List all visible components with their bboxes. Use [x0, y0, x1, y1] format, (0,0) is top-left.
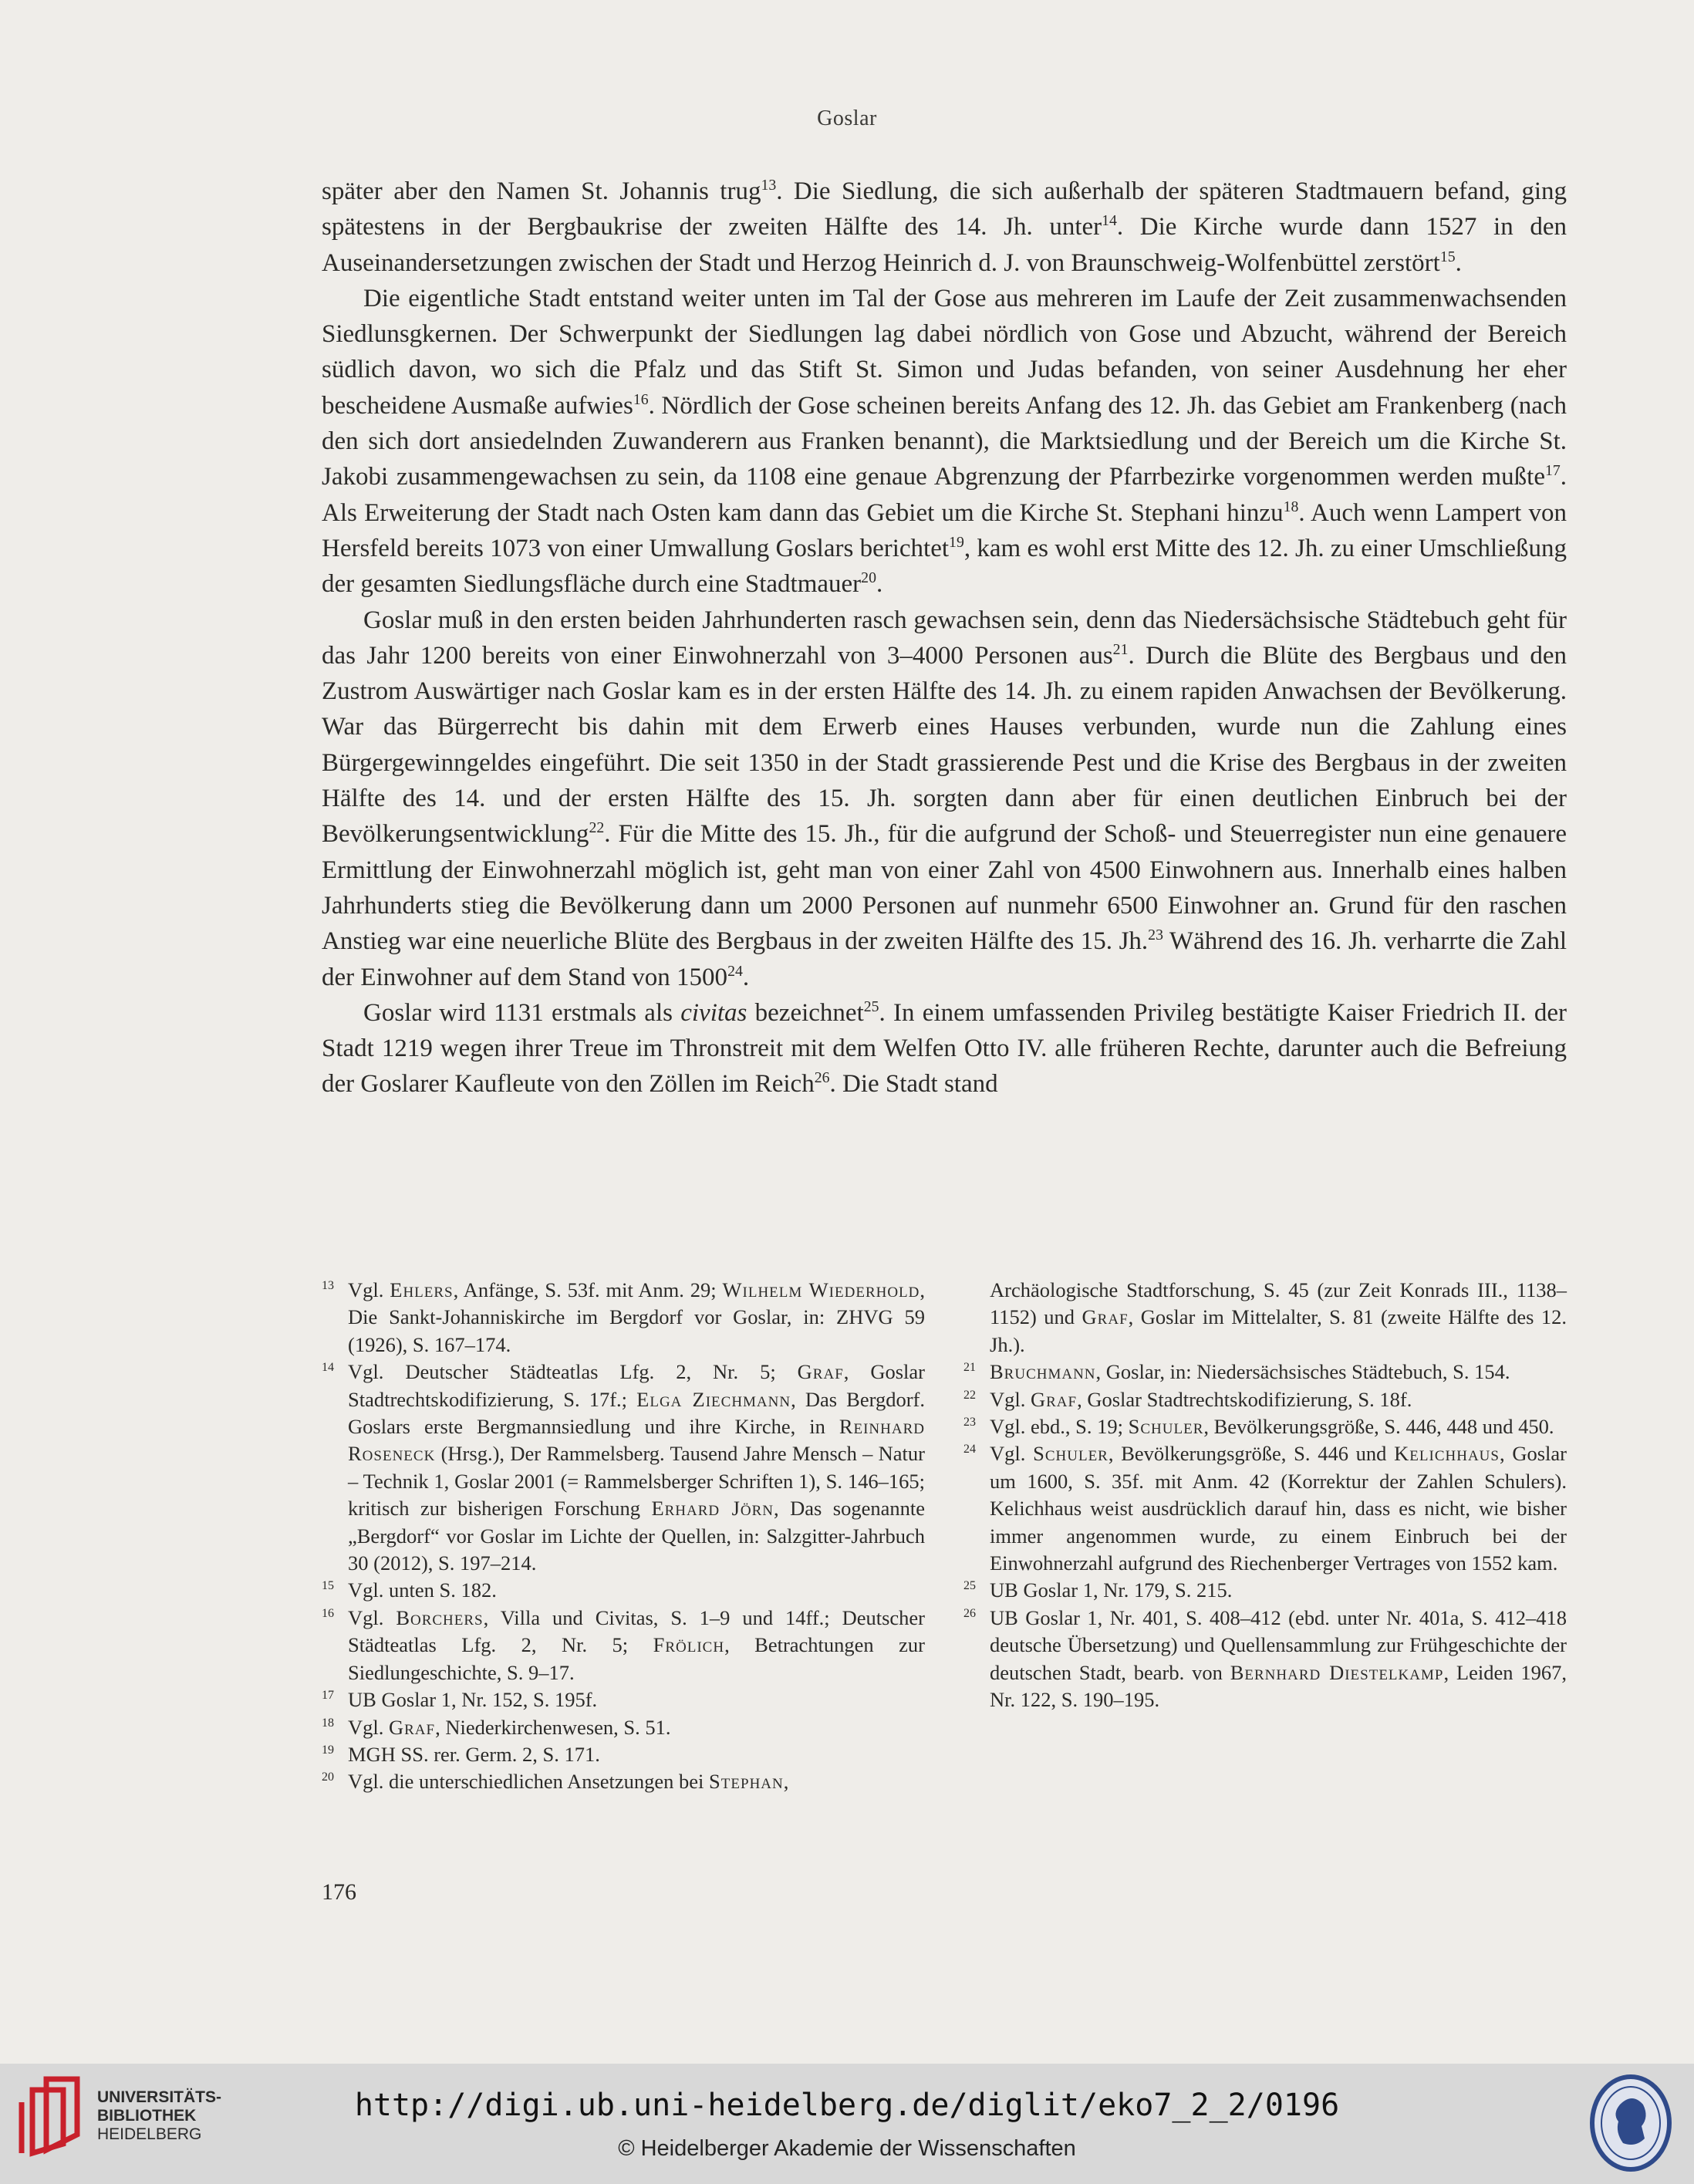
- italic-term: civitas: [680, 998, 747, 1027]
- footnote: [963, 1605, 1567, 1714]
- running-head: Goslar: [817, 106, 877, 130]
- author-name: Wilhelm Wiederhold: [722, 1278, 920, 1301]
- footer-bar: [0, 2064, 1694, 2184]
- footnote-text: Vgl. Deutscher Städteatlas Lfg. 2, Nr. 5; Graf, Goslar Stadtrechtskodifizierung, S. 17f.; Elga Ziechmann, Das Bergdorf. Goslars erste Bergmannsiedlung und ihre Kirche, in Reinhard Roseneck (Hrsg.), Der Rammelsberg. Tausend Jahre Mensch – Natur – Technik 1, Goslar 2001 (= Rammelsberger Schriften 1), S. 146–165; kritisch zur bisherigen Forschung Erhard Jörn, Das sogenannte „Bergdorf“ vor Goslar im Lichte der Quellen, in: Salzgitter-Jahrbuch 30 (2012), S. 197–214.: [348, 1360, 925, 1575]
- footnote-number: [963, 1277, 990, 1359]
- footnote-ref[interactable]: 14: [1102, 212, 1117, 230]
- footnote-number: 15: [322, 1579, 334, 1593]
- footnote-ref[interactable]: 23: [1148, 927, 1163, 944]
- footnote-number: 19: [322, 1743, 334, 1757]
- footnote: [963, 1386, 1567, 1413]
- footnote-text: UB Goslar 1, Nr. 401, S. 408–412 (ebd. unter Nr. 401a, S. 412–418 deutsche Übersetzung) und Quellensammlung zur Frühgeschichte der deutschen Stadt, bearb. von Bernhard Diestelkamp, Leiden 1967, Nr. 122, S. 190–195.: [990, 1605, 1567, 1712]
- author-name: Stephan: [709, 1770, 784, 1794]
- footnote: [322, 1605, 925, 1686]
- body-paragraph: Goslar muß in den ersten beiden Jahrhunderten rasch gewachsen sein, denn das Niedersächsische Städtebuch geht für das Jahr 1200 bereits von einer Einwohnerzahl von 3–4000 Personen aus$^{21}$. Durch die Blüte des Bergbaus und den Zustrom Auswärtiger nach Goslar kam es in der ersten Hälfte des 14. Jh. zu einem rapiden Anwachsen der Bevölkerung. War das Bürgerrecht bis dahin mit dem Erwerb eines Hauses verbunden, wurde nun die Zahlung eines Bürgergewinngeldes eingeführt. Die seit 1350 in der Stadt grassierende Pest und die Krise des Bergbaus in der zweiten Hälfte des 14. und der ersten Hälfte des 15. Jh. sorgten dann aber für einen deutlichen Einbruch bei der Bevölkerungsentwicklung$^{22}$. Für die Mitte des 15. Jh., für die aufgrund der Schoß- und Steuerregister nun eine genauere Ermittlung der Einwohnerzahl möglich ist, geht man von einer Zahl von 4500 Einwohnern aus. Innerhalb eines halben Jahrhunderts stieg die Bevölkerung dann um 2000 Personen auf nunmehr 6500 Einwohner an. Grund für den raschen Anstieg war eine neuerliche Blüte des Bergbaus in der zweiten Hälfte des 15. Jh.$^{23}$ Während des 16. Jh. verharrte die Zahl der Einwohner auf dem Stand von 1500$^{24}$.: [322, 606, 1567, 991]
- author-name: Borchers: [396, 1605, 484, 1629]
- footnote-text: Vgl. ebd., S. 19; Schuler, Bevölkerungsgröße, S. 446, 448 und 450.: [990, 1415, 1554, 1439]
- footnote-text: UB Goslar 1, Nr. 152, S. 195f.: [348, 1688, 598, 1712]
- author-name: Erhard Jörn: [651, 1497, 774, 1521]
- footnote-number: 24: [963, 1443, 976, 1457]
- body-paragraph: Die eigentliche Stadt entstand weiter unten im Tal der Gose aus mehreren im Laufe der Zeit zusammenwachsenden Siedlunsgkernen. Der Schwerpunkt der Siedlungen lag dabei nördlich von Gose und Abzucht, während der Bereich südlich davon, wo sich die Pfalz und das Stift St. Simon und Judas befanden, von seiner Ausdehnung her eher bescheidene Ausmaße aufwies$^{16}$. Nördlich der Gose scheinen bereits Anfang des 12. Jh. das Gebiet am Frankenberg (nach den sich dort ansiedelnden Zuwanderern aus Franken benannt), die Marktsiedlung und der Bereich um die Kirche St. Jakobi zusammengewachsen zu sein, da 1108 eine genaue Abgrenzung der Pfarrbezirke vorgenommen werden mußte$^{17}$. Als Erweiterung der Stadt nach Osten kam dann das Gebiet um die Kirche St. Stephani hinzu$^{18}$. Auch wenn Lampert von Hersfeld bereits 1073 von einer Umwallung Goslars berichtet$^{19}$, kam es wohl erst Mitte des 12. Jh. zu einer Umschließung der gesamten Siedlungsfläche durch eine Stadtmauer$^{20}$.: [322, 284, 1567, 599]
- footnote-ref[interactable]: 26: [814, 1069, 830, 1087]
- library-name-line2: BIBLIOTHEK: [97, 2107, 197, 2125]
- footnote-number: 20: [322, 1770, 334, 1784]
- author-name: Graf: [1082, 1305, 1129, 1329]
- footnote: [963, 1359, 1567, 1386]
- footnote: [963, 1413, 1567, 1440]
- footnote: [963, 1277, 1567, 1359]
- footnote-number: 25: [963, 1579, 976, 1593]
- footnote-number: 26: [963, 1606, 976, 1620]
- footnote-number: 13: [322, 1279, 334, 1292]
- footnote-ref[interactable]: 24: [727, 962, 743, 980]
- footnote: [322, 1768, 925, 1795]
- footnote-number: 14: [322, 1361, 334, 1375]
- footnote: [322, 1277, 925, 1359]
- footnote-ref[interactable]: 22: [589, 819, 605, 837]
- footnote-ref[interactable]: 17: [1544, 462, 1561, 480]
- library-name-line3: HEIDELBERG: [97, 2125, 202, 2143]
- author-name: Schuler: [1128, 1415, 1204, 1439]
- footnote-ref[interactable]: 19: [949, 533, 964, 551]
- footnote-text: UB Goslar 1, Nr. 179, S. 215.: [990, 1578, 1233, 1602]
- footnote-text: Vgl. unten S. 182.: [348, 1578, 497, 1602]
- footnote-number: 22: [963, 1388, 976, 1402]
- footnote-text: Vgl. Ehlers, Anfänge, S. 53f. mit Anm. 29; Wilhelm Wiederhold, Die Sankt-Johanniskirche im Bergdorf vor Goslar, in: ZHVG 59 (1926), S. 167–174.: [348, 1278, 926, 1356]
- footnote-ref[interactable]: 21: [1112, 640, 1129, 658]
- footnote-ref[interactable]: 18: [1283, 498, 1299, 515]
- footnotes-right-column: [963, 1277, 1567, 1796]
- body-paragraph: Goslar wird 1131 erstmals als civitas bezeichnet$^{25}$. In einem umfassenden Privileg bestätigte Kaiser Friedrich II. der Stadt 1219 wegen ihrer Treue im Thronstreit mit dem Welfen Otto IV. alle früheren Rechte, darunter auch die Befreiung der Goslarer Kaufleute von den Zöllen im Reich$^{26}$. Die Stadt stand: [322, 997, 1567, 1099]
- page-number: 176: [322, 1879, 356, 1905]
- author-name: Bruchmann: [990, 1360, 1096, 1384]
- author-name: Graf: [389, 1715, 436, 1739]
- author-name: Kelichhaus: [1394, 1442, 1500, 1466]
- footnotes-left-column: [322, 1277, 925, 1796]
- footnote-number: 17: [322, 1689, 334, 1703]
- footnotes: [322, 1277, 1567, 1796]
- author-name: Graf: [797, 1360, 844, 1384]
- footnote-text: Archäologische Stadtforschung, S. 45 (zur Zeit Konrads III., 1138–1152) und Graf, Goslar im Mittelalter, S. 81 (zweite Hälfte des 12. Jh.).: [990, 1278, 1567, 1356]
- footnote: [322, 1741, 925, 1768]
- footnote: [322, 1577, 925, 1604]
- body-paragraph: später aber den Namen St. Johannis trug$^{13}$. Die Siedlung, die sich außerhalb der späteren Stadtmauern befand, ging spätestens in der Bergbaukrise der zweiten Hälfte des 14. Jh. unter$^{14}$. Die Kirche wurde dann 1527 in den Auseinandersetzungen zwischen der Stadt und Herzog Heinrich d. J. von Braunschweig-Wolfenbüttel zerstört$^{15}$.: [322, 177, 1567, 277]
- footnote-ref[interactable]: 16: [633, 390, 649, 408]
- footnote-number: 16: [322, 1606, 334, 1620]
- footnote: [322, 1686, 925, 1713]
- footnote: [322, 1714, 925, 1741]
- author-name: Schuler: [1033, 1442, 1109, 1466]
- footnote-number: 23: [963, 1416, 976, 1430]
- permalink-url[interactable]: http://digi.ub.uni-heidelberg.de/diglit/eko7_2_2/0196: [354, 2088, 1340, 2123]
- footnote: [963, 1440, 1567, 1577]
- footnote: [963, 1577, 1567, 1604]
- body-text: [322, 174, 1567, 1102]
- footnote-text: Vgl. die unterschiedlichen Ansetzungen bei Stephan,: [348, 1770, 789, 1794]
- author-name: Frölich: [653, 1633, 725, 1657]
- library-name-line1: UNIVERSITÄTS-: [97, 2088, 222, 2106]
- copyright-notice: © Heidelberger Akademie der Wissenschaften: [618, 2136, 1076, 2161]
- footnote-text: Vgl. Graf, Niederkirchenwesen, S. 51.: [348, 1715, 671, 1739]
- footnote-number: 21: [963, 1361, 976, 1375]
- footnote-text: Vgl. Borchers, Villa und Civitas, S. 1–9 und 14ff.; Deutscher Städteatlas Lfg. 2, Nr. 5; Frölich, Betrachtungen zur Siedlungeschichte, S. 9–17.: [348, 1605, 926, 1684]
- footnote-ref[interactable]: 25: [863, 997, 879, 1015]
- footnote-text: Bruchmann, Goslar, in: Niedersächsisches Städtebuch, S. 154.: [990, 1360, 1510, 1384]
- footnote-number: 18: [322, 1716, 334, 1730]
- footnote: [322, 1359, 925, 1577]
- author-name: Reinhard Roseneck: [348, 1415, 925, 1466]
- footnote-text: Vgl. Graf, Goslar Stadtrechtskodifizierung, S. 18f.: [990, 1387, 1412, 1411]
- footnote-ref[interactable]: 13: [761, 177, 777, 194]
- footnote-ref[interactable]: 20: [861, 569, 876, 587]
- author-name: Graf: [1031, 1387, 1078, 1411]
- footnote-text: MGH SS. rer. Germ. 2, S. 171.: [348, 1742, 600, 1766]
- author-name: Elga Ziechmann: [636, 1387, 791, 1411]
- footnote-ref[interactable]: 15: [1439, 248, 1456, 265]
- author-name: Ehlers: [390, 1278, 454, 1301]
- author-name: Bernhard Diestelkamp: [1230, 1660, 1444, 1684]
- footnote-text: Vgl. Schuler, Bevölkerungsgröße, S. 446 und Kelichhaus, Goslar um 1600, S. 35f. mit Anm. 42 (Korrektur der Zahlen Schulers). Kelichhaus weist ausdrücklich darauf hin, dass es nicht, wie bisher immer angenommen wurde, zu einem Einbruch bei der Einwohnerzahl aufgrund des Riechenberger Vertrages von 1552 kam.: [990, 1442, 1567, 1575]
- academy-seal-icon[interactable]: [1589, 2074, 1672, 2172]
